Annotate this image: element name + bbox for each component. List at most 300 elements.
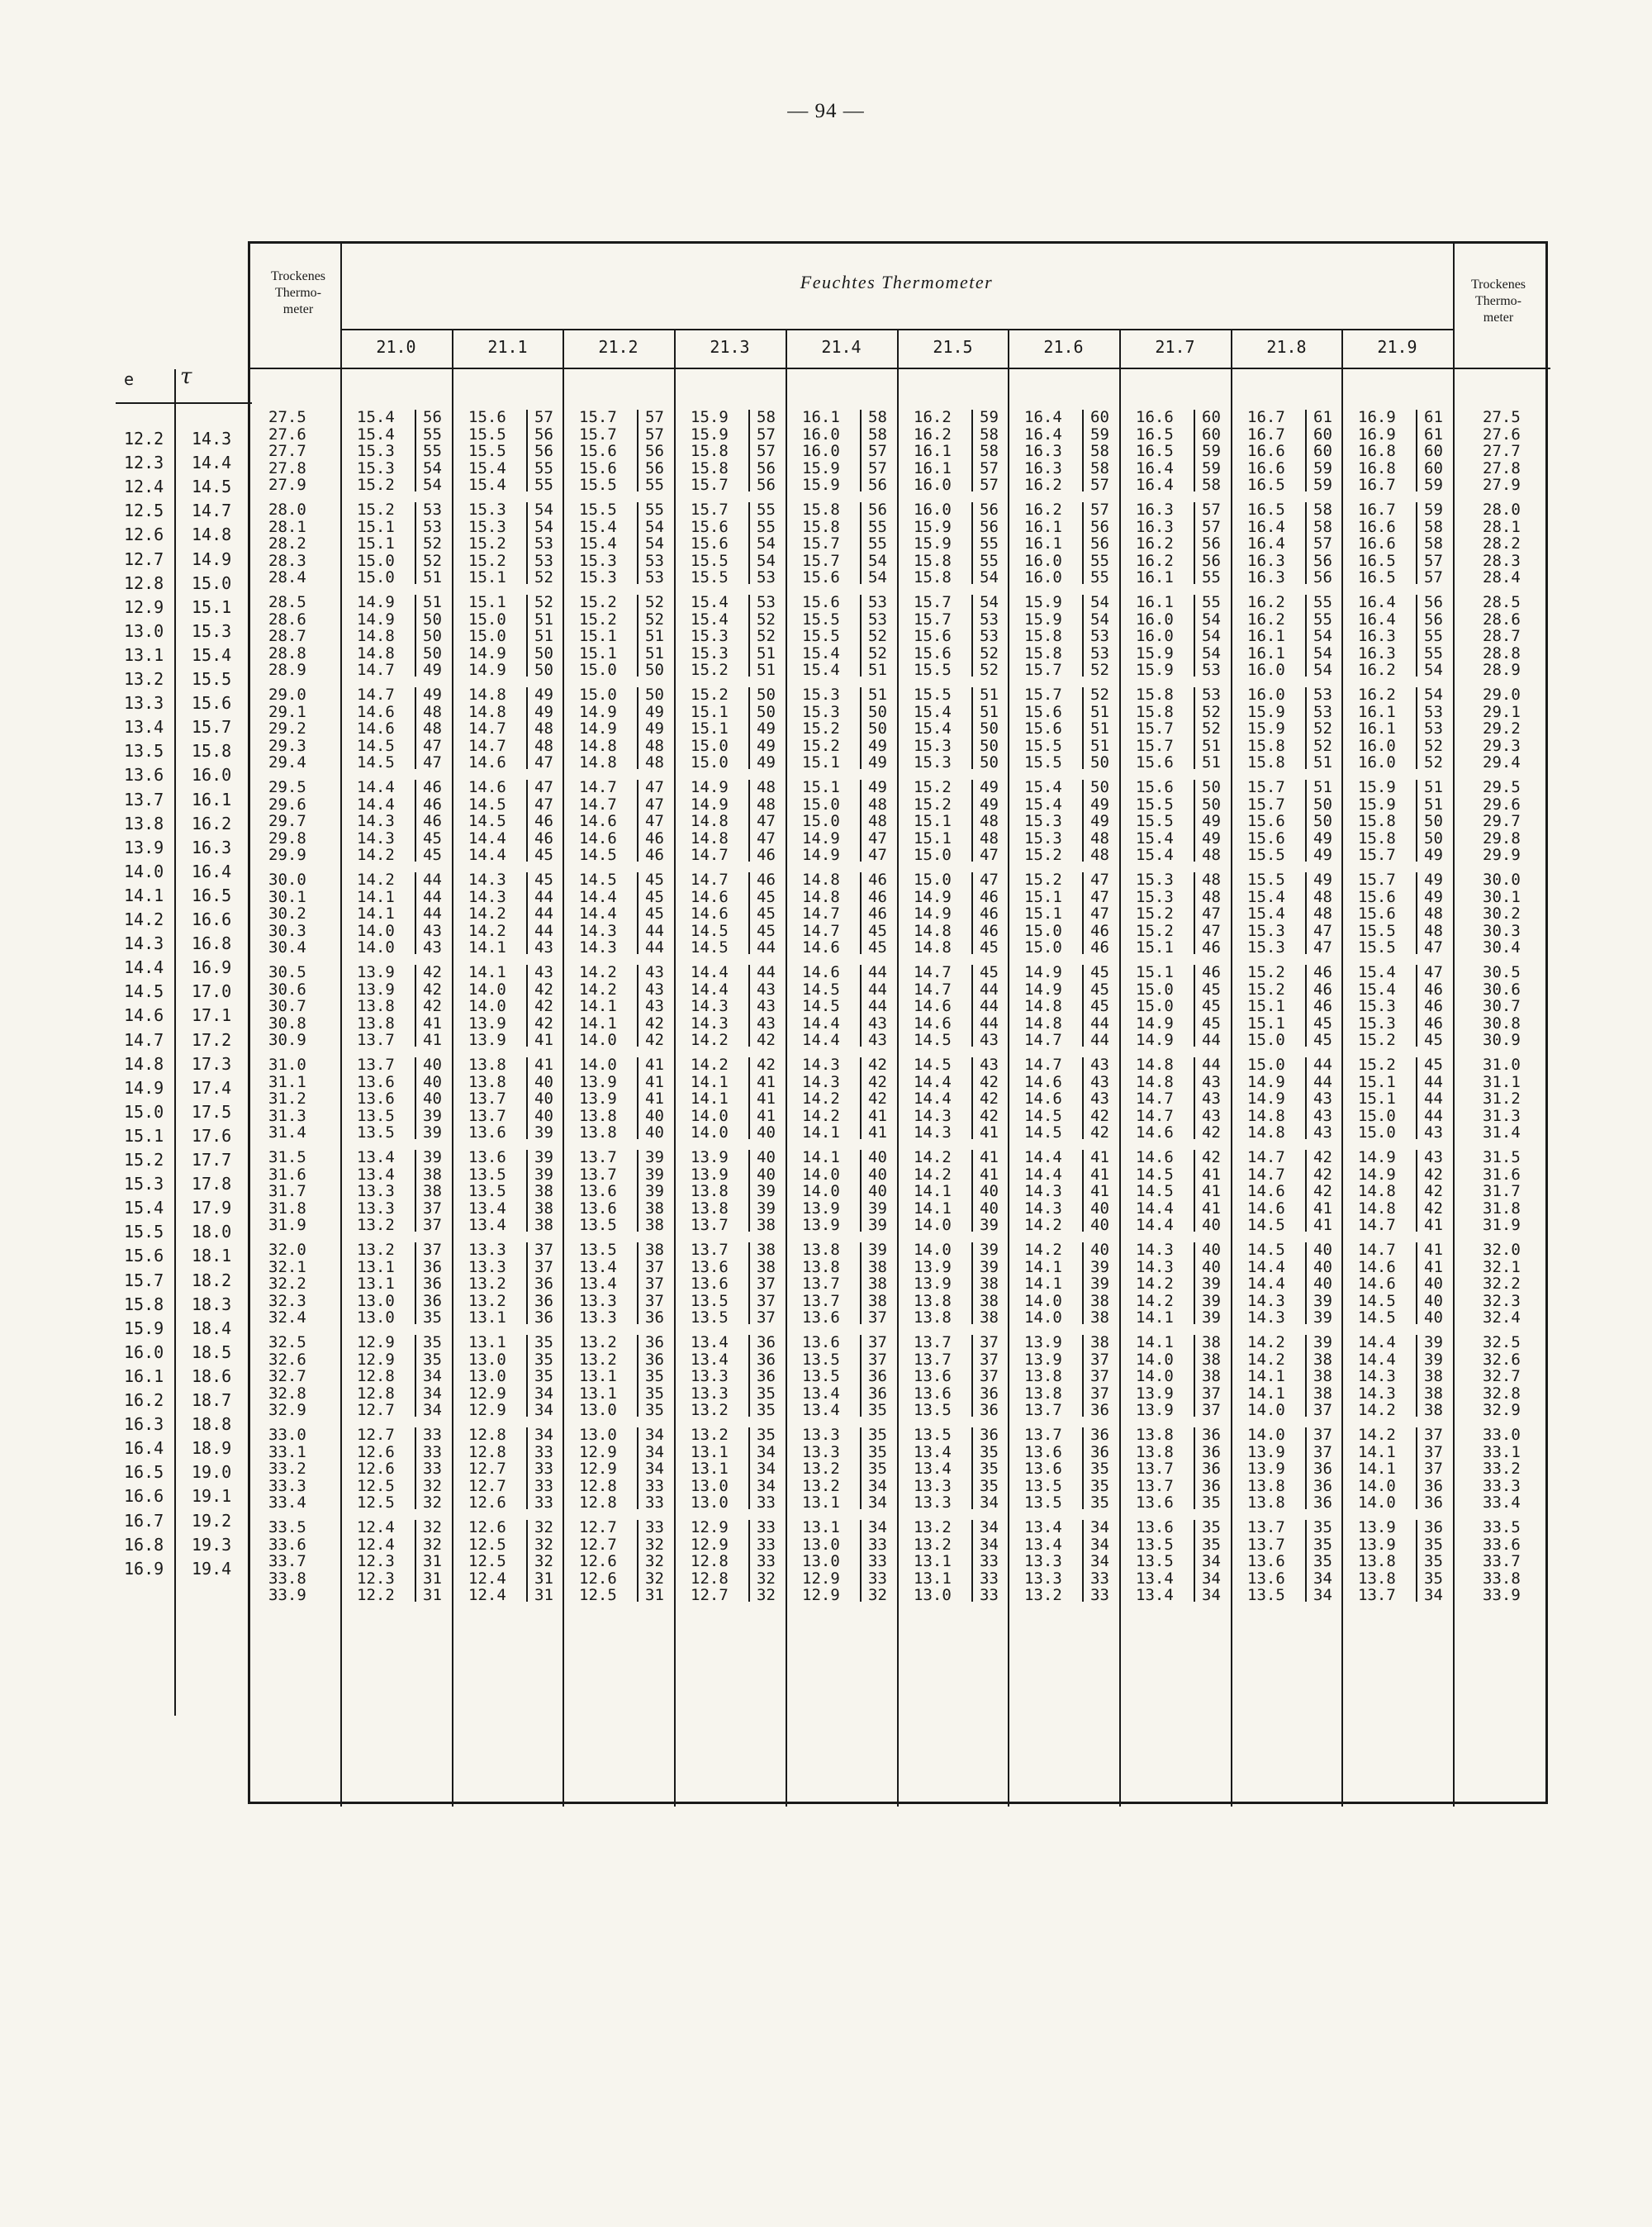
humidity-value: 35 xyxy=(423,1351,442,1369)
humidity-value: 51 xyxy=(757,644,776,662)
dry-temp-right: 31.6 xyxy=(1483,1166,1521,1184)
wet-temp-value: 13.5 xyxy=(914,1401,952,1419)
humidity-value: 48 xyxy=(1202,888,1221,906)
humidity-value: 44 xyxy=(868,963,887,981)
wet-temp-value: 15.5 xyxy=(691,568,729,586)
wet-temp-value: 13.4 xyxy=(914,1460,952,1478)
wet-temp-value: 12.7 xyxy=(691,1586,729,1604)
humidity-value: 57 xyxy=(534,408,553,426)
humidity-value: 46 xyxy=(645,829,664,848)
humidity-value: 37 xyxy=(1090,1351,1109,1369)
value-separator xyxy=(1305,965,1307,1047)
wet-temp-value: 14.5 xyxy=(914,1056,952,1074)
humidity-value: 35 xyxy=(423,1308,442,1327)
wet-temp-value: 14.5 xyxy=(802,981,840,999)
wet-temp-value: 15.4 xyxy=(579,534,617,553)
wet-temp-value: 13.2 xyxy=(914,1536,952,1554)
humidity-value: 38 xyxy=(1090,1308,1109,1327)
wet-temp-value: 13.5 xyxy=(1136,1536,1174,1554)
side-tau-value: 17.2 xyxy=(192,1030,232,1050)
humidity-value: 34 xyxy=(423,1401,442,1419)
value-separator xyxy=(526,410,528,491)
side-e-value: 12.8 xyxy=(124,573,164,593)
humidity-value: 37 xyxy=(980,1367,999,1385)
wet-temp-value: 15.8 xyxy=(802,518,840,536)
wet-temp-value: 15.6 xyxy=(1247,829,1285,848)
value-separator xyxy=(415,502,416,584)
humidity-value: 41 xyxy=(980,1148,999,1166)
humidity-value: 35 xyxy=(868,1401,887,1419)
side-tau-value: 16.4 xyxy=(192,862,232,881)
dry-temp-right: 31.4 xyxy=(1483,1123,1521,1142)
wet-temp-value: 15.9 xyxy=(914,518,952,536)
value-separator xyxy=(526,502,528,584)
wet-temp-value: 12.9 xyxy=(802,1586,840,1604)
humidity-value: 54 xyxy=(534,501,553,519)
value-separator xyxy=(1194,1057,1195,1139)
wet-temp-value: 16.0 xyxy=(802,442,840,460)
value-separator xyxy=(971,1335,973,1417)
humidity-value: 59 xyxy=(1202,459,1221,477)
value-separator xyxy=(1416,1335,1417,1417)
humidity-value: 60 xyxy=(1424,442,1443,460)
dry-temp-right: 27.8 xyxy=(1483,459,1521,477)
humidity-value: 46 xyxy=(757,846,776,864)
humidity-value: 43 xyxy=(1202,1090,1221,1108)
humidity-value: 36 xyxy=(645,1308,664,1327)
humidity-value: 42 xyxy=(1202,1148,1221,1166)
wet-temp-value: 16.5 xyxy=(1358,568,1396,586)
humidity-value: 36 xyxy=(423,1292,442,1310)
wet-temp-value: 15.1 xyxy=(691,719,729,738)
humidity-value: 38 xyxy=(423,1182,442,1200)
humidity-value: 50 xyxy=(1313,812,1332,830)
humidity-value: 53 xyxy=(1090,644,1109,662)
wet-temp-value: 15.3 xyxy=(357,459,395,477)
humidity-value: 50 xyxy=(1313,795,1332,814)
humidity-value: 42 xyxy=(980,1073,999,1091)
wet-temp-value: 13.9 xyxy=(914,1258,952,1276)
side-e-value: 13.5 xyxy=(124,741,164,761)
humidity-value: 48 xyxy=(534,737,553,755)
humidity-value: 32 xyxy=(423,1536,442,1554)
value-separator xyxy=(748,502,750,584)
humidity-value: 34 xyxy=(1202,1569,1221,1588)
dry-temp-left: 31.2 xyxy=(268,1090,306,1108)
humidity-value: 33 xyxy=(980,1586,999,1604)
value-separator xyxy=(1194,687,1195,769)
humidity-value: 40 xyxy=(1313,1241,1332,1259)
wet-temp-value: 15.7 xyxy=(1247,778,1285,796)
humidity-value: 51 xyxy=(1090,703,1109,721)
wet-temp-value: 14.1 xyxy=(579,1014,617,1033)
humidity-value: 36 xyxy=(757,1333,776,1351)
dry-temp-left: 31.0 xyxy=(268,1056,306,1074)
humidity-value: 34 xyxy=(1202,1552,1221,1570)
wet-temp-value: 13.7 xyxy=(914,1351,952,1369)
humidity-value: 46 xyxy=(980,905,999,923)
wet-temp-value: 14.9 xyxy=(468,644,506,662)
humidity-value: 60 xyxy=(1313,442,1332,460)
side-e-value: 13.1 xyxy=(124,645,164,665)
dry-temp-right: 33.3 xyxy=(1483,1477,1521,1495)
wet-temp-value: 16.4 xyxy=(1358,610,1396,629)
humidity-value: 57 xyxy=(868,459,887,477)
humidity-value: 36 xyxy=(868,1367,887,1385)
humidity-value: 32 xyxy=(423,1518,442,1536)
wet-temp-value: 15.0 xyxy=(1358,1123,1396,1142)
humidity-value: 47 xyxy=(534,778,553,796)
wet-temp-value: 16.3 xyxy=(1358,644,1396,662)
side-e-value: 12.2 xyxy=(124,429,164,449)
wet-temp-value: 12.5 xyxy=(357,1493,395,1512)
wet-temp-value: 16.2 xyxy=(1358,661,1396,679)
humidity-value: 48 xyxy=(645,737,664,755)
wet-temp-value: 13.6 xyxy=(1136,1518,1174,1536)
dry-temp-left: 30.8 xyxy=(268,1014,306,1033)
wet-temp-value: 14.8 xyxy=(802,888,840,906)
value-separator xyxy=(860,1057,862,1139)
wet-temp-value: 13.9 xyxy=(802,1199,840,1218)
wet-temp-value: 13.5 xyxy=(1247,1586,1285,1604)
wet-temp-value: 14.2 xyxy=(579,963,617,981)
value-separator xyxy=(860,502,862,584)
wet-temp-value: 14.4 xyxy=(1358,1351,1396,1369)
humidity-value: 38 xyxy=(645,1241,664,1259)
humidity-value: 41 xyxy=(534,1031,553,1049)
humidity-value: 37 xyxy=(1090,1367,1109,1385)
wet-temp-value: 13.9 xyxy=(468,1014,506,1033)
wet-temp-value: 13.7 xyxy=(1136,1477,1174,1495)
value-separator xyxy=(1305,1242,1307,1324)
humidity-value: 38 xyxy=(980,1275,999,1293)
humidity-value: 35 xyxy=(534,1333,553,1351)
humidity-value: 49 xyxy=(980,795,999,814)
wet-temp-value: 14.7 xyxy=(1024,1056,1062,1074)
wet-temp-value: 14.4 xyxy=(579,888,617,906)
humidity-value: 32 xyxy=(423,1493,442,1512)
wet-temp-value: 14.2 xyxy=(1247,1333,1285,1351)
wet-temp-value: 15.4 xyxy=(579,518,617,536)
humidity-value: 38 xyxy=(534,1199,553,1218)
wet-temp-value: 16.5 xyxy=(1136,442,1174,460)
wet-temp-value: 13.5 xyxy=(579,1241,617,1259)
humidity-value: 35 xyxy=(1202,1518,1221,1536)
wet-temp-value: 12.6 xyxy=(357,1460,395,1478)
wet-temp-value: 15.1 xyxy=(1136,963,1174,981)
humidity-value: 57 xyxy=(1424,568,1443,586)
humidity-value: 56 xyxy=(645,442,664,460)
side-e-value: 15.4 xyxy=(124,1198,164,1218)
humidity-value: 34 xyxy=(1202,1586,1221,1604)
wet-temp-value: 16.4 xyxy=(1024,408,1062,426)
humidity-value: 49 xyxy=(423,686,442,704)
wet-temp-value: 14.9 xyxy=(691,778,729,796)
value-separator xyxy=(415,872,416,954)
dry-temp-right: 31.3 xyxy=(1483,1107,1521,1125)
side-e-value: 12.4 xyxy=(124,477,164,496)
humidity-value: 46 xyxy=(645,846,664,864)
dry-temp-right: 30.4 xyxy=(1483,938,1521,957)
wet-temp-value: 14.6 xyxy=(914,997,952,1015)
value-separator xyxy=(526,1520,528,1602)
dry-temp-right: 33.0 xyxy=(1483,1426,1521,1444)
side-e-value: 15.8 xyxy=(124,1294,164,1314)
wet-temp-value: 15.7 xyxy=(579,408,617,426)
humidity-value: 49 xyxy=(980,778,999,796)
wet-thermometer-title: Feuchtes Thermometer xyxy=(800,272,994,292)
humidity-value: 43 xyxy=(1424,1123,1443,1142)
value-separator xyxy=(860,1242,862,1324)
side-tau-value: 17.5 xyxy=(192,1102,232,1122)
humidity-value: 49 xyxy=(423,661,442,679)
wet-temp-value: 12.5 xyxy=(468,1536,506,1554)
wet-temp-value: 13.0 xyxy=(357,1308,395,1327)
wet-temp-value: 13.4 xyxy=(802,1401,840,1419)
wet-temp-value: 14.7 xyxy=(1358,1241,1396,1259)
humidity-value: 55 xyxy=(423,442,442,460)
wet-temp-value: 14.5 xyxy=(1136,1166,1174,1184)
humidity-value: 38 xyxy=(1202,1351,1221,1369)
humidity-value: 53 xyxy=(980,610,999,629)
wet-temp-value: 13.7 xyxy=(468,1090,506,1108)
humidity-value: 49 xyxy=(645,703,664,721)
humidity-value: 41 xyxy=(1424,1216,1443,1234)
dry-temp-left: 28.4 xyxy=(268,568,306,586)
humidity-value: 40 xyxy=(645,1123,664,1142)
wet-temp-value: 16.1 xyxy=(1024,534,1062,553)
humidity-value: 53 xyxy=(423,501,442,519)
humidity-value: 47 xyxy=(1424,938,1443,957)
humidity-value: 34 xyxy=(980,1518,999,1536)
wet-temp-value: 13.4 xyxy=(691,1351,729,1369)
humidity-value: 32 xyxy=(645,1552,664,1570)
humidity-value: 42 xyxy=(1424,1182,1443,1200)
dry-temp-right: 29.3 xyxy=(1483,737,1521,755)
humidity-value: 41 xyxy=(534,1056,553,1074)
humidity-value: 42 xyxy=(868,1090,887,1108)
wet-temp-value: 12.6 xyxy=(468,1493,506,1512)
humidity-value: 55 xyxy=(868,518,887,536)
wet-temp-value: 13.8 xyxy=(357,1014,395,1033)
dry-temp-left: 29.4 xyxy=(268,753,306,772)
humidity-value: 38 xyxy=(534,1182,553,1200)
dry-temp-right: 29.9 xyxy=(1483,846,1521,864)
humidity-value: 47 xyxy=(1424,963,1443,981)
wet-temp-value: 13.9 xyxy=(1024,1351,1062,1369)
wet-temp-value: 14.3 xyxy=(579,938,617,957)
wet-temp-value: 15.2 xyxy=(1136,922,1174,940)
humidity-value: 56 xyxy=(534,425,553,444)
humidity-value: 44 xyxy=(868,997,887,1015)
wet-temp-value: 13.3 xyxy=(691,1384,729,1403)
wet-temp-value: 14.2 xyxy=(1024,1216,1062,1234)
humidity-value: 52 xyxy=(757,627,776,645)
value-separator xyxy=(971,410,973,491)
humidity-value: 39 xyxy=(1202,1292,1221,1310)
humidity-value: 56 xyxy=(1313,552,1332,570)
wet-temp-value: 15.9 xyxy=(1136,661,1174,679)
wet-temp-value: 13.0 xyxy=(579,1401,617,1419)
wet-temp-value: 14.2 xyxy=(914,1166,952,1184)
wet-temp-value: 16.5 xyxy=(1358,552,1396,570)
wet-temp-value: 13.3 xyxy=(802,1443,840,1461)
humidity-value: 40 xyxy=(423,1056,442,1074)
wet-temp-value: 13.5 xyxy=(357,1107,395,1125)
wet-temp-value: 14.9 xyxy=(1024,963,1062,981)
humidity-value: 44 xyxy=(1202,1056,1221,1074)
wet-temp-value: 16.4 xyxy=(1358,593,1396,611)
wet-temp-value: 14.2 xyxy=(1136,1292,1174,1310)
wet-temp-value: 14.4 xyxy=(914,1090,952,1108)
wet-temp-value: 12.7 xyxy=(468,1477,506,1495)
value-separator xyxy=(1194,872,1195,954)
humidity-value: 55 xyxy=(645,476,664,494)
wet-temp-value: 15.3 xyxy=(1136,871,1174,889)
humidity-value: 43 xyxy=(534,963,553,981)
side-tau-value: 18.7 xyxy=(192,1390,232,1410)
value-separator xyxy=(748,965,750,1047)
side-e-value: 14.8 xyxy=(124,1054,164,1074)
value-separator xyxy=(860,1335,862,1417)
humidity-value: 49 xyxy=(1313,846,1332,864)
wet-temp-value: 15.3 xyxy=(1247,938,1285,957)
wet-temp-value: 16.0 xyxy=(914,501,952,519)
dry-temp-left: 29.9 xyxy=(268,846,306,864)
humidity-value: 47 xyxy=(1202,905,1221,923)
humidity-value: 42 xyxy=(423,963,442,981)
humidity-value: 55 xyxy=(757,518,776,536)
humidity-value: 44 xyxy=(1313,1056,1332,1074)
wet-temp-value: 15.9 xyxy=(1024,610,1062,629)
humidity-value: 33 xyxy=(423,1443,442,1461)
dry-temp-left: 33.9 xyxy=(268,1586,306,1604)
value-separator xyxy=(971,1057,973,1139)
humidity-value: 47 xyxy=(980,846,999,864)
humidity-value: 36 xyxy=(423,1275,442,1293)
value-separator xyxy=(1082,1427,1084,1509)
humidity-value: 43 xyxy=(423,938,442,957)
humidity-value: 42 xyxy=(534,981,553,999)
wet-temp-value: 14.8 xyxy=(579,753,617,772)
value-separator xyxy=(1082,1150,1084,1232)
humidity-value: 42 xyxy=(645,1014,664,1033)
humidity-value: 52 xyxy=(645,593,664,611)
side-e-value: 14.7 xyxy=(124,1030,164,1050)
humidity-value: 46 xyxy=(868,905,887,923)
dry-temp-right: 30.0 xyxy=(1483,871,1521,889)
wet-temp-value: 13.1 xyxy=(691,1443,729,1461)
value-separator xyxy=(1416,502,1417,584)
humidity-value: 41 xyxy=(980,1123,999,1142)
wet-temp-value: 13.0 xyxy=(691,1477,729,1495)
humidity-value: 42 xyxy=(1090,1107,1109,1125)
humidity-value: 36 xyxy=(1090,1426,1109,1444)
humidity-value: 49 xyxy=(1202,812,1221,830)
wet-temp-value: 12.5 xyxy=(357,1477,395,1495)
humidity-value: 55 xyxy=(1090,552,1109,570)
wet-temp-value: 13.4 xyxy=(802,1384,840,1403)
value-separator xyxy=(415,1242,416,1324)
value-separator xyxy=(637,872,638,954)
humidity-value: 55 xyxy=(1424,644,1443,662)
wet-temp-value: 13.9 xyxy=(1136,1384,1174,1403)
wet-temp-value: 13.7 xyxy=(914,1333,952,1351)
wet-temp-value: 13.4 xyxy=(579,1258,617,1276)
wet-temp-value: 16.0 xyxy=(914,476,952,494)
wet-temp-value: 16.0 xyxy=(1136,627,1174,645)
humidity-value: 34 xyxy=(1313,1569,1332,1588)
humidity-value: 34 xyxy=(757,1443,776,1461)
humidity-value: 60 xyxy=(1090,408,1109,426)
wet-temp-value: 12.8 xyxy=(357,1367,395,1385)
humidity-value: 40 xyxy=(534,1090,553,1108)
humidity-value: 48 xyxy=(534,719,553,738)
wet-temp-value: 14.5 xyxy=(468,812,506,830)
humidity-value: 59 xyxy=(1090,425,1109,444)
humidity-value: 38 xyxy=(757,1241,776,1259)
wet-temp-value: 12.5 xyxy=(579,1586,617,1604)
wet-temp-value: 13.4 xyxy=(1024,1518,1062,1536)
wet-temp-value: 15.2 xyxy=(691,661,729,679)
dry-temp-right: 31.9 xyxy=(1483,1216,1521,1234)
value-separator xyxy=(1082,780,1084,862)
wet-temp-value: 14.3 xyxy=(1024,1182,1062,1200)
value-separator xyxy=(971,780,973,862)
value-separator xyxy=(1082,410,1084,491)
wet-temp-value: 16.1 xyxy=(1247,644,1285,662)
humidity-value: 33 xyxy=(534,1443,553,1461)
humidity-value: 58 xyxy=(1090,442,1109,460)
wet-temp-value: 15.2 xyxy=(468,534,506,553)
humidity-value: 34 xyxy=(645,1443,664,1461)
humidity-value: 34 xyxy=(534,1426,553,1444)
wet-temp-value: 13.7 xyxy=(1247,1536,1285,1554)
humidity-value: 34 xyxy=(868,1477,887,1495)
wet-temp-value: 15.4 xyxy=(1136,829,1174,848)
wet-temp-value: 14.8 xyxy=(1358,1182,1396,1200)
humidity-value: 43 xyxy=(645,981,664,999)
wet-temp-value: 14.0 xyxy=(802,1182,840,1200)
humidity-value: 43 xyxy=(1202,1107,1221,1125)
humidity-value: 34 xyxy=(980,1536,999,1554)
wet-temp-value: 14.8 xyxy=(914,938,952,957)
wet-temp-value: 16.2 xyxy=(1358,686,1396,704)
humidity-value: 61 xyxy=(1424,408,1443,426)
humidity-value: 32 xyxy=(868,1586,887,1604)
wet-temp-value: 12.6 xyxy=(357,1443,395,1461)
humidity-value: 42 xyxy=(423,997,442,1015)
humidity-value: 31 xyxy=(645,1586,664,1604)
wet-temp-value: 13.2 xyxy=(357,1241,395,1259)
wet-temp-value: 15.4 xyxy=(802,661,840,679)
humidity-value: 39 xyxy=(534,1166,553,1184)
wet-temp-value: 15.6 xyxy=(802,568,840,586)
wet-temp-value: 13.8 xyxy=(468,1056,506,1074)
wet-temp-value: 13.8 xyxy=(1247,1493,1285,1512)
wet-temp-value: 14.1 xyxy=(1247,1367,1285,1385)
wet-temp-value: 12.4 xyxy=(468,1569,506,1588)
wet-temp-value: 13.8 xyxy=(468,1073,506,1091)
wet-temp-value: 12.7 xyxy=(357,1426,395,1444)
wet-temp-value: 16.2 xyxy=(914,425,952,444)
humidity-value: 45 xyxy=(1202,1014,1221,1033)
side-tau-value: 17.6 xyxy=(192,1126,232,1146)
humidity-value: 51 xyxy=(1202,753,1221,772)
wet-temp-value: 13.4 xyxy=(468,1199,506,1218)
value-separator xyxy=(415,1057,416,1139)
wet-temp-value: 15.0 xyxy=(1136,981,1174,999)
